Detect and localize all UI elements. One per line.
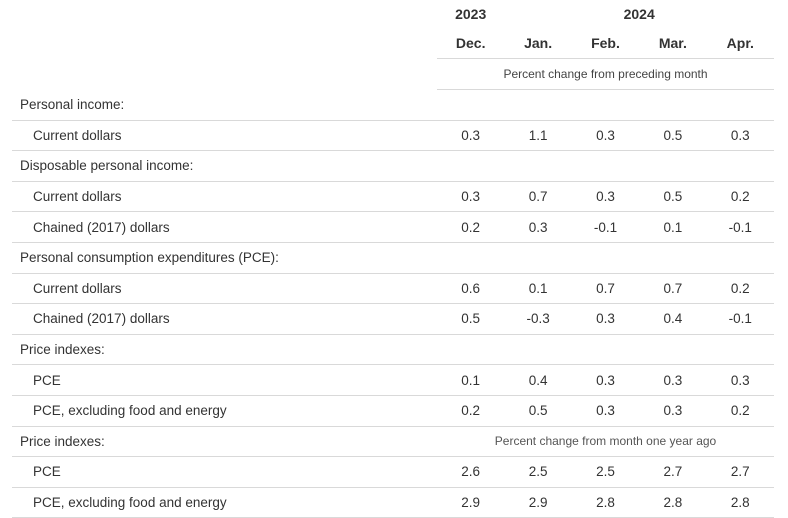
table-row — [12, 365, 774, 396]
row-label: Price indexes: — [12, 426, 437, 457]
value-feb: 0.3 — [572, 181, 639, 212]
year-2023-header: 2023 — [455, 6, 487, 22]
row-label: PCE, excluding food and energy — [12, 395, 437, 426]
value-jan: 2.5 — [504, 457, 571, 488]
value-feb: 0.7 — [572, 273, 639, 304]
value-dec: 0.3 — [437, 181, 504, 212]
value-apr: -0.1 — [707, 212, 774, 243]
value-feb: 2.5 — [572, 457, 639, 488]
header-spacer — [12, 0, 437, 28]
row-label: PCE — [12, 365, 437, 396]
value-feb: 0.3 — [572, 365, 639, 396]
value-feb: 0.3 — [572, 120, 639, 151]
year-header-row — [12, 0, 774, 28]
row-label: Current dollars — [12, 273, 437, 304]
unit-annual-change: Percent change from month one year ago — [437, 426, 774, 457]
personal-income-outlays-table — [12, 0, 774, 518]
section-row — [12, 90, 774, 121]
row-label: Personal income: — [12, 90, 437, 121]
value-dec: 0.2 — [437, 212, 504, 243]
value-mar: 0.3 — [639, 365, 706, 396]
value-feb: -0.1 — [572, 212, 639, 243]
value-apr: 0.2 — [707, 181, 774, 212]
value-jan: -0.3 — [504, 304, 571, 335]
row-label: Current dollars — [12, 120, 437, 151]
table-row — [12, 395, 774, 426]
section-row — [12, 334, 774, 365]
value-mar: 2.8 — [639, 487, 706, 518]
value-mar: 0.7 — [639, 273, 706, 304]
value-dec: 0.1 — [437, 365, 504, 396]
month-header-row — [12, 28, 774, 59]
table-row — [12, 457, 774, 488]
value-jan: 0.4 — [504, 365, 571, 396]
value-dec: 2.9 — [437, 487, 504, 518]
value-mar: 0.1 — [639, 212, 706, 243]
table-row — [12, 304, 774, 335]
value-dec: 0.3 — [437, 120, 504, 151]
value-mar: 0.5 — [639, 181, 706, 212]
value-dec: 0.2 — [437, 395, 504, 426]
month-header-feb: Feb. — [572, 28, 639, 59]
value-apr: 0.2 — [707, 395, 774, 426]
row-label: PCE — [12, 457, 437, 488]
month-header-apr: Apr. — [707, 28, 774, 59]
value-jan: 1.1 — [504, 120, 571, 151]
value-feb: 2.8 — [572, 487, 639, 518]
value-dec: 0.6 — [437, 273, 504, 304]
section-row — [12, 151, 774, 182]
table-row — [12, 212, 774, 243]
value-dec: 2.6 — [437, 457, 504, 488]
table-row — [12, 487, 774, 518]
value-mar: 0.4 — [639, 304, 706, 335]
value-jan: 0.3 — [504, 212, 571, 243]
section-row — [12, 242, 774, 273]
value-apr: 0.3 — [707, 120, 774, 151]
value-jan: 0.7 — [504, 181, 571, 212]
value-jan: 2.9 — [504, 487, 571, 518]
value-apr: -0.1 — [707, 304, 774, 335]
value-apr: 2.8 — [707, 487, 774, 518]
value-apr: 0.2 — [707, 273, 774, 304]
value-jan: 0.5 — [504, 395, 571, 426]
year-2024-header: 2024 — [623, 6, 655, 22]
table-row — [12, 181, 774, 212]
unit-header-row — [12, 59, 774, 90]
value-dec: 0.5 — [437, 304, 504, 335]
unit-monthly-change: Percent change from preceding month — [437, 59, 774, 90]
row-label: Current dollars — [12, 181, 437, 212]
header-spacer — [12, 59, 437, 90]
table-row — [12, 120, 774, 151]
value-feb: 0.3 — [572, 395, 639, 426]
month-header-mar: Mar. — [639, 28, 706, 59]
table-row — [12, 273, 774, 304]
row-label: PCE, excluding food and energy — [12, 487, 437, 518]
value-feb: 0.3 — [572, 304, 639, 335]
month-header-jan: Jan. — [504, 28, 571, 59]
row-label: Price indexes: — [12, 334, 437, 365]
value-mar: 2.7 — [639, 457, 706, 488]
value-mar: 0.3 — [639, 395, 706, 426]
value-mar: 0.5 — [639, 120, 706, 151]
row-label: Chained (2017) dollars — [12, 304, 437, 335]
section-row — [12, 426, 774, 457]
row-label: Chained (2017) dollars — [12, 212, 437, 243]
row-label: Personal consumption expenditures (PCE): — [12, 242, 437, 273]
value-apr: 0.3 — [707, 365, 774, 396]
header-spacer — [12, 28, 437, 59]
value-jan: 0.1 — [504, 273, 571, 304]
value-apr: 2.7 — [707, 457, 774, 488]
row-label: Disposable personal income: — [12, 151, 437, 182]
month-header-dec: Dec. — [437, 28, 504, 59]
